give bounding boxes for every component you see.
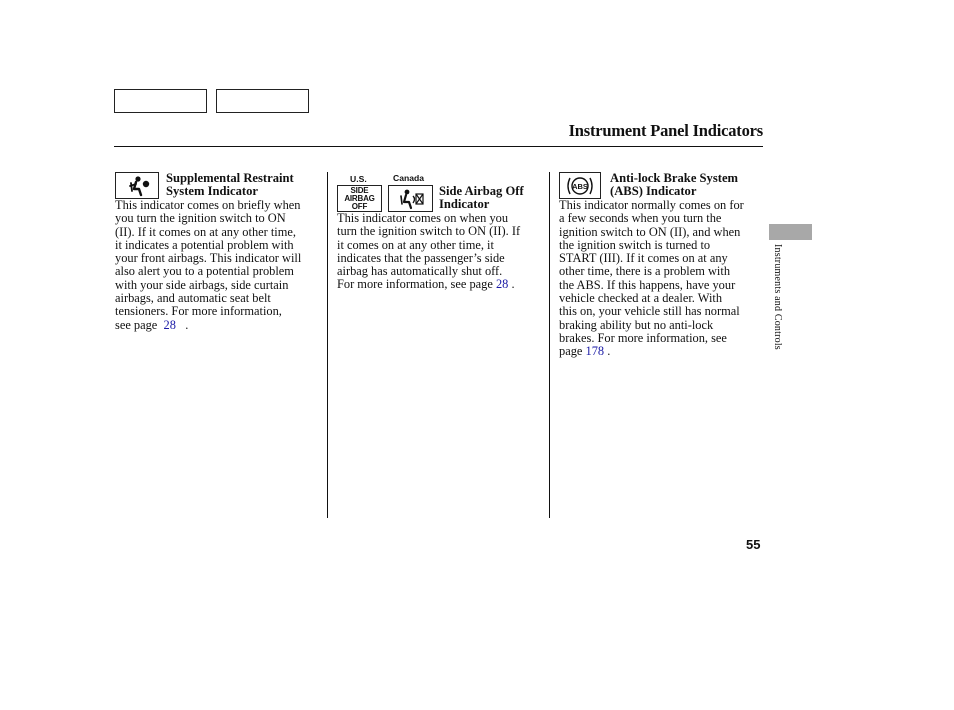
side-airbag-body <box>337 212 547 292</box>
abs-line: the ABS. If this happens, have your <box>559 277 736 292</box>
header-rule <box>114 146 763 147</box>
srs-line: it indicates a potential problem with <box>115 237 294 252</box>
abs-icon-text: ABS <box>572 181 588 191</box>
srs-indicator-icon <box>115 172 159 199</box>
srs-line: tensioners. For more information, <box>115 304 282 319</box>
abs-line: ignition switch to ON (II), and when <box>559 224 741 239</box>
abs-line: This indicator normally comes on for <box>559 198 744 212</box>
side-airbag-line: indicates that the passenger’s side <box>337 250 505 265</box>
side-airbag-line: airbag has automatically shut off. <box>337 264 503 279</box>
abs-line: START (III). If it comes on at any <box>559 251 728 266</box>
side-airbag-off-canada-icon <box>388 185 433 212</box>
side-airbag-off-text <box>344 187 374 211</box>
previous-section-button[interactable] <box>114 89 207 113</box>
side-airbag-off-us-icon <box>337 185 382 212</box>
abs-ref-suffix: . <box>607 344 611 359</box>
abs-heading-line1: Anti-lock Brake System <box>610 171 739 185</box>
page-number: 55 <box>746 537 761 552</box>
side-airbag-ref-suffix: . <box>511 277 515 292</box>
side-airbag-ref-prefix: For more information, see page <box>337 277 493 292</box>
srs-line: airbags, and automatic seat belt <box>115 291 271 306</box>
side-airbag-line: it comes on at any other time, it <box>337 237 494 252</box>
column-divider <box>549 172 550 518</box>
srs-ref-suffix: . <box>185 317 189 332</box>
srs-body <box>115 199 325 332</box>
icon-text-airbag: AIRBAG <box>344 193 375 203</box>
abs-indicator-icon <box>559 172 601 199</box>
srs-line: also alert you to a potential problem <box>115 264 294 279</box>
srs-line: This indicator comes on briefly when <box>115 198 301 212</box>
abs-ref-prefix: page <box>559 344 583 359</box>
srs-line: your front airbags. This indicator will <box>115 251 302 266</box>
abs-body <box>559 199 764 359</box>
abs-line: other time, there is a problem with <box>559 264 731 279</box>
srs-heading-line1: Supplemental Restraint <box>166 171 294 185</box>
side-airbag-line: This indicator comes on when you <box>337 211 509 225</box>
us-label: U.S. <box>350 174 367 184</box>
section-tab[interactable] <box>769 224 812 240</box>
section-label: Instruments and Controls <box>772 244 783 350</box>
abs-reference <box>559 345 764 358</box>
icon-text-off: OFF <box>351 201 368 211</box>
column-divider <box>327 172 328 518</box>
srs-line: with your side airbags, side curtain <box>115 277 289 292</box>
abs-line: this on, your vehicle still has normal <box>559 304 740 319</box>
page-title: Instrument Panel Indicators <box>568 121 763 140</box>
abs-heading-line2: (ABS) Indicator <box>610 184 697 199</box>
side-airbag-heading <box>439 185 544 212</box>
canada-label: Canada <box>393 173 425 183</box>
icon-text-side: SIDE <box>350 185 369 195</box>
srs-heading-line2: System Indicator <box>166 184 258 199</box>
side-airbag-page-link[interactable]: 28 <box>495 277 509 292</box>
side-airbag-heading-line2: Indicator <box>439 197 490 212</box>
seated-occupant-side-airbag-off-icon <box>396 188 426 210</box>
srs-line: you turn the ignition switch to ON <box>115 211 286 226</box>
side-airbag-reference <box>337 278 547 291</box>
side-airbag-line: turn the ignition switch to ON (II). If <box>337 224 521 239</box>
srs-reference <box>115 319 325 332</box>
side-airbag-heading-line1: Side Airbag Off <box>439 184 524 198</box>
abs-heading <box>610 172 760 199</box>
srs-page-link[interactable]: 28 <box>163 317 176 332</box>
srs-ref-prefix: see page <box>115 317 158 332</box>
seated-occupant-airbag-icon <box>122 175 152 197</box>
abs-line: a few seconds when you turn the <box>559 211 722 226</box>
abs-line: vehicle checked at a dealer. With <box>559 291 723 306</box>
next-section-button[interactable] <box>216 89 309 113</box>
abs-line: braking ability but no anti-lock <box>559 317 714 332</box>
srs-line: (II). If it comes on at any other time, <box>115 224 296 239</box>
abs-page-link[interactable]: 178 <box>585 344 605 359</box>
srs-heading <box>166 172 326 199</box>
abs-icon <box>565 175 595 197</box>
abs-line: the ignition switch is turned to <box>559 237 711 252</box>
abs-line: brakes. For more information, see <box>559 330 727 345</box>
